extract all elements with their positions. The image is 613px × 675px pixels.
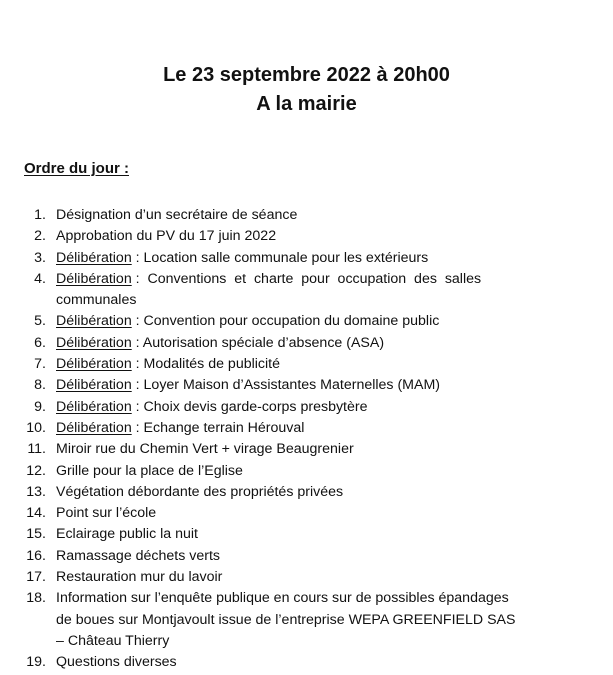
agenda-item-text: Questions diverses	[56, 654, 177, 671]
agenda-item-14	[0, 503, 613, 524]
agenda-item-text: : Conventions et charte pour occupation des salles	[131, 270, 482, 287]
agenda-item-prefix: Délibération	[56, 398, 132, 415]
agenda-item-number: 2.	[34, 228, 46, 245]
agenda-item-text: Approbation du PV du 17 juin 2022	[56, 228, 277, 245]
agenda-item-text: Point sur l’école	[56, 505, 157, 522]
agenda-item-text: Eclairage public la nuit	[56, 526, 198, 543]
agenda-item-text: Grille pour la place de l’Eglise	[56, 462, 243, 479]
agenda-item-text-continued: communales	[56, 292, 137, 309]
agenda-title: Ordre du jour :	[24, 160, 129, 177]
agenda-item-number: 12.	[26, 462, 46, 479]
agenda-item-text: Information sur l’enquête publique en cours sur de possibles épandages	[56, 590, 509, 607]
agenda-item-number: 17.	[26, 569, 46, 586]
agenda-item-1	[0, 205, 613, 226]
agenda-item-text-continued-2: – Château Thierry	[56, 632, 170, 649]
meeting-location: A la mairie	[256, 93, 357, 115]
agenda-item-number: 13.	[26, 483, 46, 500]
agenda-item-13	[0, 482, 613, 503]
agenda-item-text: : Autorisation spéciale d’absence (ASA)	[131, 334, 385, 351]
agenda-item-text: Restauration mur du lavoir	[56, 569, 223, 586]
agenda-item-19	[0, 652, 613, 673]
agenda-item-number: 7.	[34, 356, 46, 373]
agenda-item-6	[0, 333, 613, 354]
agenda-item-12	[0, 461, 613, 482]
meeting-header	[0, 61, 613, 119]
agenda-item-5	[0, 311, 613, 332]
agenda-item-number: 9.	[34, 398, 46, 415]
agenda-item-prefix: Délibération	[56, 356, 132, 373]
agenda-item-prefix: Délibération	[56, 270, 132, 287]
agenda-item-number: 16.	[26, 547, 46, 564]
agenda-item-11	[0, 439, 613, 460]
agenda-item-prefix: Délibération	[56, 313, 132, 330]
agenda-item-text: : Choix devis garde-corps presbytère	[131, 398, 368, 415]
agenda-item-text: : Location salle communale pour les extérieurs	[131, 249, 429, 266]
agenda-item-2	[0, 226, 613, 247]
agenda-item-number: 8.	[34, 377, 46, 394]
agenda-item-7	[0, 354, 613, 375]
agenda-item-text-continued: de boues sur Montjavoult issue de l’entreprise WEPA GREENFIELD SAS	[56, 611, 516, 628]
agenda-item-number: 15.	[26, 526, 46, 543]
meeting-date: Le 23 septembre 2022 à 20h00	[163, 64, 450, 86]
agenda-item-number: 19.	[26, 654, 46, 671]
agenda-item-4	[0, 269, 613, 312]
agenda-item-text: Ramassage déchets verts	[56, 547, 221, 564]
agenda-item-10	[0, 418, 613, 439]
agenda-item-number: 6.	[34, 334, 46, 351]
agenda-item-3	[0, 248, 613, 269]
agenda-item-text: : Convention pour occupation du domaine public	[131, 313, 440, 330]
agenda-item-text: : Loyer Maison d’Assistantes Maternelles (MAM)	[131, 377, 441, 394]
agenda-item-text: Végétation débordante des propriétés privées	[56, 483, 344, 500]
agenda-item-number: 1.	[34, 207, 46, 223]
agenda-item-prefix: Délibération	[56, 249, 132, 266]
agenda-item-8	[0, 375, 613, 396]
agenda-item-number: 14.	[26, 505, 46, 522]
agenda-item-text: Miroir rue du Chemin Vert + virage Beaugrenier	[56, 441, 354, 458]
agenda-item-text: Désignation d’un secrétaire de séance	[56, 207, 298, 223]
agenda-item-number: 11.	[27, 441, 46, 458]
agenda-item-16	[0, 546, 613, 567]
agenda-item-15	[0, 524, 613, 545]
agenda-item-text: : Modalités de publicité	[131, 356, 280, 373]
agenda-item-prefix: Délibération	[56, 419, 132, 436]
agenda-item-17	[0, 567, 613, 588]
agenda-item-9	[0, 397, 613, 418]
agenda-item-number: 18.	[26, 590, 46, 607]
agenda-item-prefix: Délibération	[56, 334, 132, 351]
agenda-item-number: 4.	[34, 270, 46, 287]
agenda-item-prefix: Délibération	[56, 377, 132, 394]
agenda-item-number: 3.	[34, 249, 46, 266]
agenda-item-18	[0, 588, 613, 652]
agenda-item-number: 5.	[34, 313, 46, 330]
agenda-item-text: : Echange terrain Hérouval	[131, 419, 305, 436]
agenda-item-number: 10.	[26, 419, 46, 436]
agenda-list	[0, 205, 613, 674]
